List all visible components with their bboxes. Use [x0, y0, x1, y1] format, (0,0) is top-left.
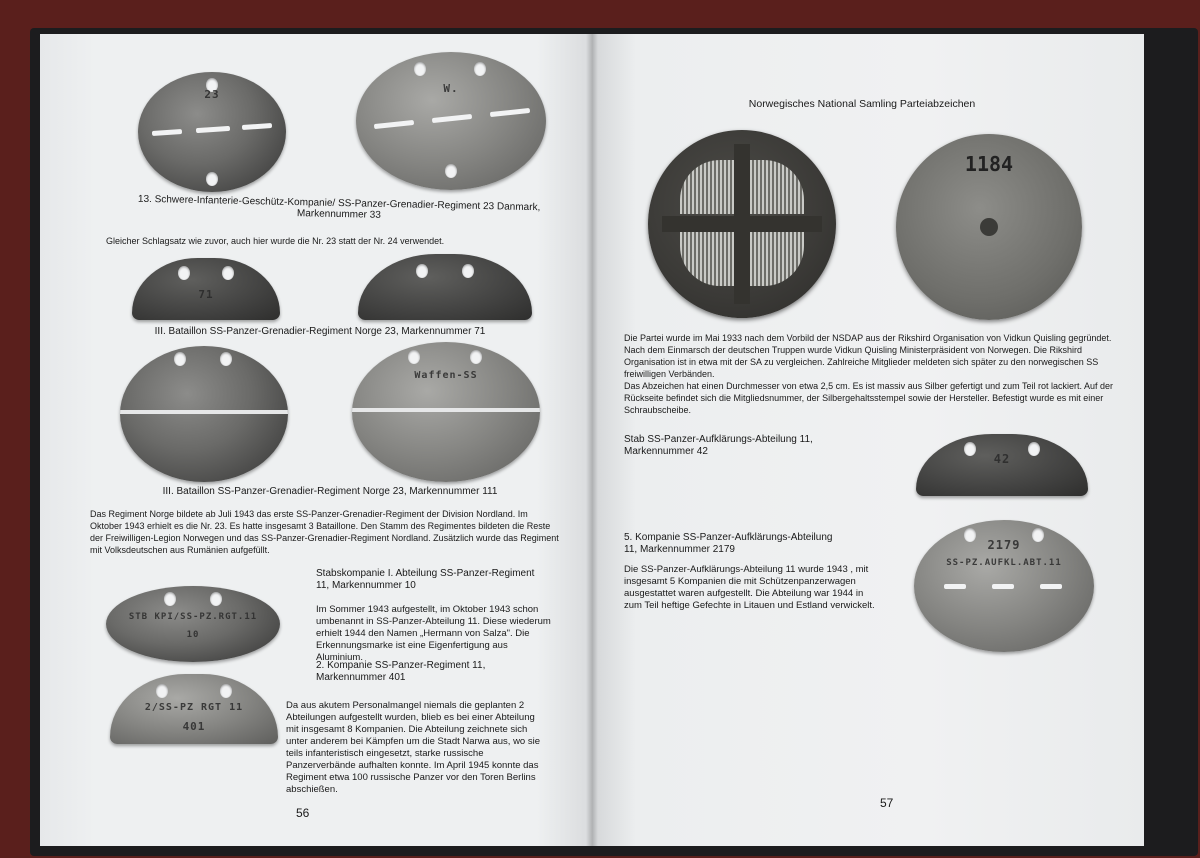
page-title: Norwegisches National Samling Parteiabzeichen — [748, 98, 976, 110]
tag-hole — [222, 266, 234, 280]
tag-stamp: Waffen-SS — [414, 370, 478, 381]
paragraph-stabskompanie: Im Sommer 1943 aufgestellt, im Oktober 1943 schon umbenannt in SS-Panzer-Abteilung 11. Diese wiederum erhielt 1944 den Namen „Hermann von Salza". Die Erkennungsmarke ist eine Eigenfertigung aus Aluminium. — [316, 604, 551, 663]
tag-hole — [220, 352, 232, 366]
note-schlagsatz: Gleicher Schlagsatz wie zuvor, auch hier wurde die Nr. 23 statt der Nr. 24 verwendet. — [106, 236, 445, 246]
dog-tag-photo-5-kompanie-2179 — [914, 520, 1094, 652]
page-number-left: 56 — [296, 806, 310, 820]
badge-cross-horizontal — [662, 216, 822, 232]
tag-hole — [445, 164, 457, 178]
badge-quadrant — [680, 160, 734, 214]
paragraph-partei: Die Partei wurde im Mai 1933 nach dem Vorbild der NSDAP aus der Rikshird Organisation von Vidkun Quisling gegründet. Nach dem Einmarsch der deutschen Truppen wurde Vidkun Quisling Ministerpräsident von Norwegen. Die Rikshird Organisation ist in etwa mit der SA zu vergleichen. Zahlreiche Mitglieder meldeten sich später zu den norwegischen SS freiwilligen Verbänden. — [624, 333, 1112, 379]
tag-break-slot — [374, 120, 414, 129]
tag-split-line — [120, 410, 288, 414]
ns-badge-front-photo — [648, 130, 836, 318]
tag-hole — [416, 264, 428, 278]
caption-norge-111: III. Bataillon SS-Panzer-Grenadier-Regiment Norge 23, Markennummer 111 — [162, 486, 498, 497]
tag-hole — [206, 172, 218, 186]
tag-hole — [462, 264, 474, 278]
tag-break-slot — [432, 114, 472, 123]
badge-screw-post — [980, 218, 998, 236]
tag-stamp: SS-PZ.AUFKL.ABT.11 — [946, 558, 1062, 568]
heading-stabskompanie: Stabskompanie I. Abteilung SS-Panzer-Regiment 11, Markennummer 10 — [316, 568, 535, 591]
dog-tag-photo-norge-111-1 — [120, 346, 288, 482]
dog-tag-photo-norge-71-1 — [132, 258, 280, 320]
badge-quadrant — [750, 232, 804, 286]
tag-hole — [470, 350, 482, 364]
heading-2-kompanie: 2. Kompanie SS-Panzer-Regiment 11, Markennummer 401 — [316, 660, 486, 683]
left-page — [40, 34, 592, 846]
dog-tag-photo-stab-42 — [916, 434, 1088, 496]
dog-tag-photo-norge-111-2 — [352, 342, 540, 482]
tag-break-slot — [992, 584, 1014, 589]
caption-norge-71: III. Bataillon SS-Panzer-Grenadier-Regiment Norge 23, Markennummer 71 — [154, 326, 486, 337]
dog-tag-photo-danmark-1 — [138, 72, 286, 192]
paragraph-regiment-norge: Das Regiment Norge bildete ab Juli 1943 das erste SS-Panzer-Grenadier-Regiment der Division Nordland. Im Oktober 1943 erhielt es die Nr. 23. Es hatte insgesamt 3 Bataillone. Den Stamm des Regimentes bildeten die Reste der Freiwilligen-Legion Norwegen und das SS-Panzer-Grenadier-Regiment Nordland. Zusätzlich wurde das Regiment mit Volksdeutschen aus Rumänien aufgefüllt. — [90, 509, 559, 555]
tag-stamp: 71 — [198, 288, 214, 301]
badge-quadrant — [750, 160, 804, 214]
tag-stamp: STB KPI/SS-PZ.RGT.11 — [128, 612, 258, 622]
tag-stamp-number: 2179 — [987, 538, 1021, 552]
tag-stamp-number: 10 — [186, 630, 200, 640]
tag-hole — [474, 62, 486, 76]
page-number-right: 57 — [880, 796, 894, 810]
heading-5-kompanie: 5. Kompanie SS-Panzer-Aufklärungs-Abteilung 11, Markennummer 2179 — [624, 532, 833, 555]
caption-danmark: 13. Schwere-Infanterie-Geschütz-Kompanie/ SS-Panzer-Grenadier-Regiment 23 Danmark, Markennummer 33 — [137, 193, 541, 221]
tag-stamp-number: 401 — [182, 720, 206, 733]
tag-break-slot — [944, 584, 966, 589]
tag-split-line — [352, 408, 540, 412]
tag-break-slot — [196, 126, 230, 133]
paragraph-2-kompanie: Da aus akutem Personalmangel niemals die geplanten 2 Abteilungen aufgestellt wurden, blieb es bei einer Abteilung mit insgesamt 8 Kompanien. Die Abteilung zeichnete sich unter anderem bei Kämpfen um die Stadt Narwa aus, wo sie teils infanteristisch eingesetzt, starke russische Panzerverbände aufhalten konnte. Im April 1945 konnte das Regiment etwa 100 russische Panzer vor den Toren Berlins abschießen. — [286, 700, 540, 795]
right-page — [592, 34, 1144, 846]
tag-hole — [210, 592, 222, 606]
dog-tag-photo-norge-71-2 — [358, 254, 532, 320]
heading-stab-aufklaerung: Stab SS-Panzer-Aufklärungs-Abteilung 11, Markennummer 42 — [624, 434, 813, 457]
tag-stamp: 42 — [993, 452, 1011, 466]
ns-badge-back-photo — [896, 134, 1082, 320]
tag-hole — [414, 62, 426, 76]
tag-break-slot — [1040, 584, 1062, 589]
dog-tag-photo-stabskompanie — [106, 586, 280, 662]
tag-hole — [156, 684, 168, 698]
tag-hole — [178, 266, 190, 280]
tag-break-slot — [242, 123, 272, 130]
badge-member-number: 1184 — [964, 152, 1014, 176]
tag-hole — [408, 350, 420, 364]
tag-break-slot — [490, 108, 530, 117]
tag-break-slot — [152, 129, 182, 136]
paragraph-aufklaerung: Die SS-Panzer-Aufklärungs-Abteilung 11 wurde 1943 , mit insgesamt 5 Kompanien die mit Schützenpanzerwagen ausgestattet waren aufgestellt. Die Abteilung war 1944 in zum Teil heftige Gefechte in Litauen und Estland verwickelt. — [624, 564, 875, 611]
tag-stamp: 23 — [204, 88, 220, 101]
tag-stamp: 2/SS-PZ RGT 11 — [144, 702, 244, 713]
tag-hole — [174, 352, 186, 366]
paragraph-abzeichen: Das Abzeichen hat einen Durchmesser von etwa 2,5 cm. Es ist massiv aus Silber gefertigt und zum Teil rot lackiert. Auf der Rückseite befindet sich die Mitgliedsnummer, der Silbergehaltsstempel sowie der Hersteller. Befestigt wurde es mit einer Schraubscheibe. — [624, 381, 1114, 415]
dog-tag-photo-danmark-2 — [356, 52, 546, 190]
tag-stamp: W. — [443, 82, 459, 95]
tag-hole — [220, 684, 232, 698]
dog-tag-photo-2-kompanie — [110, 674, 278, 744]
tag-hole — [164, 592, 176, 606]
badge-quadrant — [680, 232, 734, 286]
book-spine-shadow — [586, 34, 598, 846]
